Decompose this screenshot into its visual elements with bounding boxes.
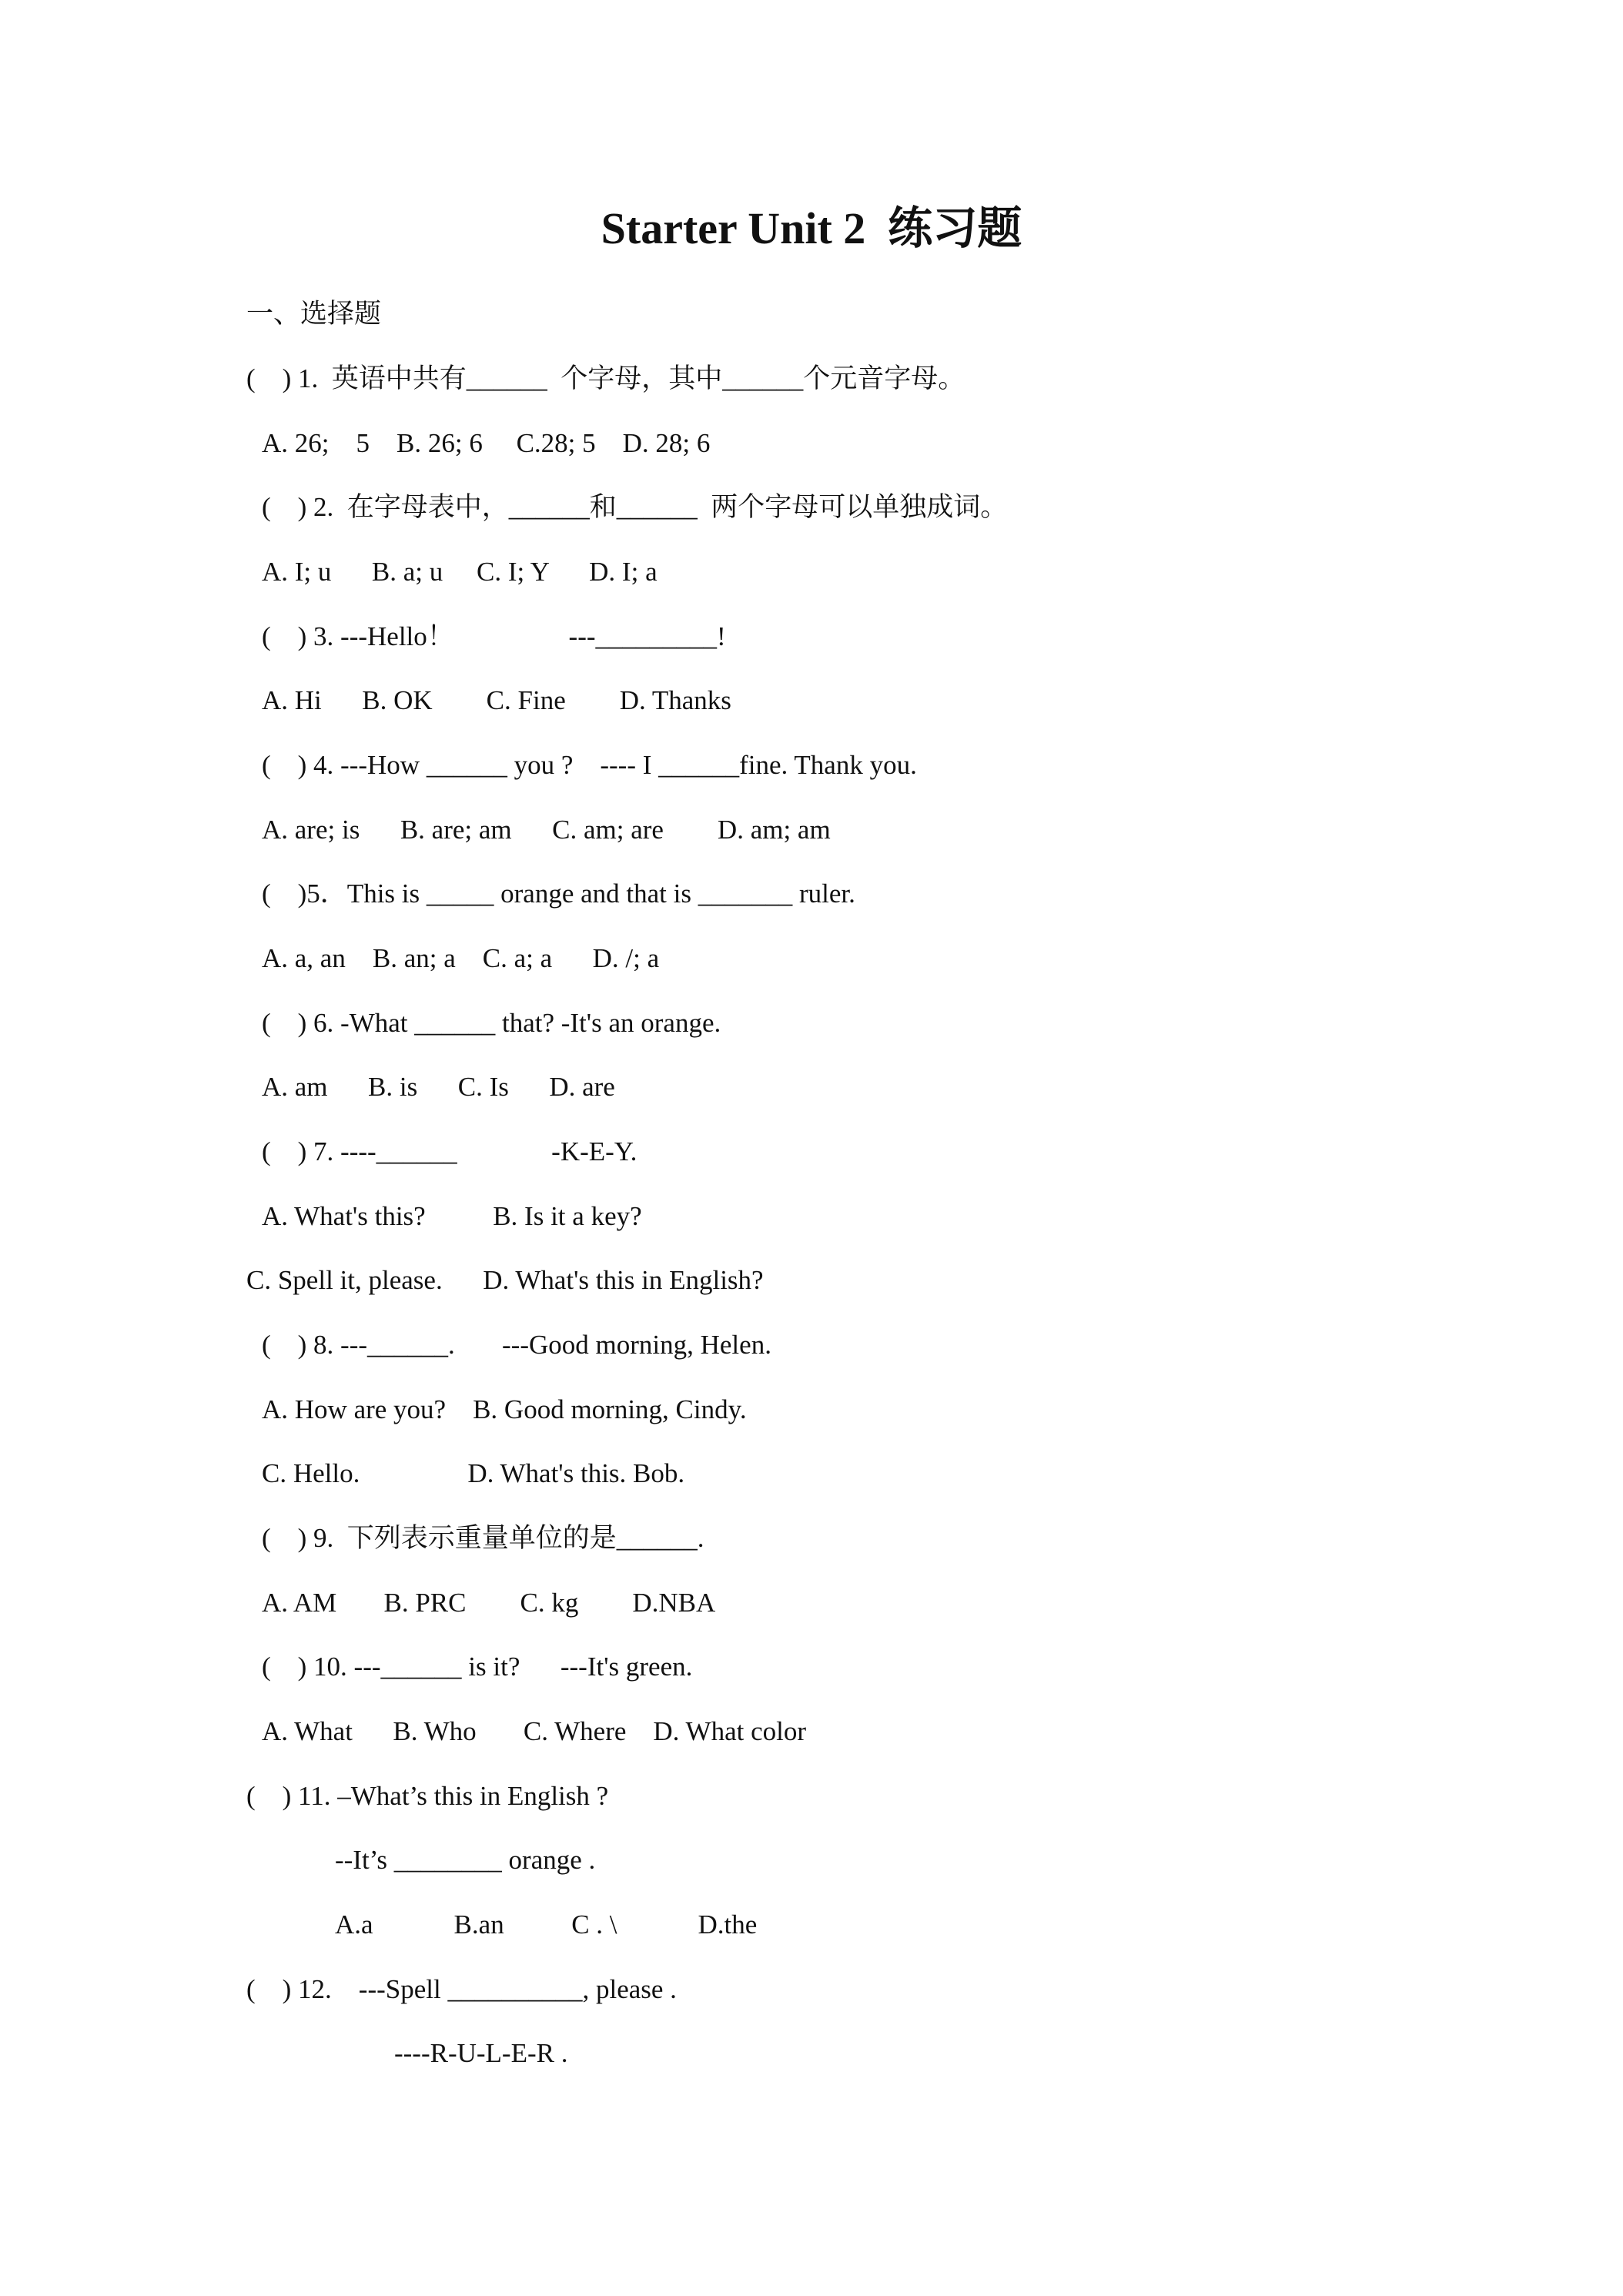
question-6: ( ) 6. -What ______ that? -It's an orange.	[262, 1008, 721, 1038]
question-1-options: A. 26; 5 B. 26; 6 C.28; 5 D. 28; 6	[262, 428, 711, 458]
question-3: ( ) 3. ---Hello！ ---_________!	[262, 621, 726, 651]
question-10-options: A. What B. Who C. Where D. What color	[262, 1716, 807, 1746]
question-11-answer-line: --It’s ________ orange .	[335, 1845, 596, 1875]
question-2: ( ) 2. 在字母表中，______和______ 两个字母可以单独成词。	[262, 492, 1008, 522]
question-11: ( ) 11. –What’s this in English ?	[246, 1781, 609, 1811]
section-heading: 一、选择题	[246, 299, 382, 329]
page-title: Starter Unit 2 练习题	[601, 203, 1022, 253]
question-2-options: A. I; u B. a; u C. I; Y D. I; a	[262, 557, 658, 587]
question-9: ( ) 9. 下列表示重量单位的是______.	[262, 1523, 704, 1553]
question-5-options: A. a, an B. an; a C. a; a D. /; a	[262, 943, 660, 973]
question-4: ( ) 4. ---How ______ you ? ---- I ______fine. Thank you.	[262, 750, 917, 780]
question-3-options: A. Hi B. OK C. Fine D. Thanks	[262, 685, 731, 715]
question-6-options: A. am B. is C. Is D. are	[262, 1072, 615, 1102]
question-5: ( )5．This is _____ orange and that is _______ ruler.	[262, 879, 855, 909]
question-11-options: A.a B.an C . \ D.the	[335, 1909, 758, 1940]
question-1: ( ) 1. 英语中共有______ 个字母，其中______个元音字母。	[246, 363, 965, 393]
question-10: ( ) 10. ---______ is it? ---It's green.	[262, 1652, 693, 1682]
question-9-options: A. AM B. PRC C. kg D.NBA	[262, 1588, 716, 1618]
question-12: ( ) 12. ---Spell __________, please .	[246, 1974, 677, 2004]
question-7: ( ) 7. ----______ -K-E-Y.	[262, 1136, 637, 1166]
question-7-options-cd: C. Spell it, please. D. What's this in English?	[246, 1265, 764, 1295]
question-8-options-cd: C. Hello. D. What's this. Bob.	[262, 1458, 685, 1488]
question-8: ( ) 8. ---______. ---Good morning, Helen.	[262, 1330, 771, 1360]
question-4-options: A. are; is B. are; am C. am; are D. am; am	[262, 815, 831, 845]
question-7-options-ab: A. What's this? B. Is it a key?	[262, 1201, 642, 1231]
question-8-options-ab: A. How are you? B. Good morning, Cindy.	[262, 1394, 747, 1424]
question-12-answer-line: ----R-U-L-E-R .	[394, 2038, 568, 2068]
